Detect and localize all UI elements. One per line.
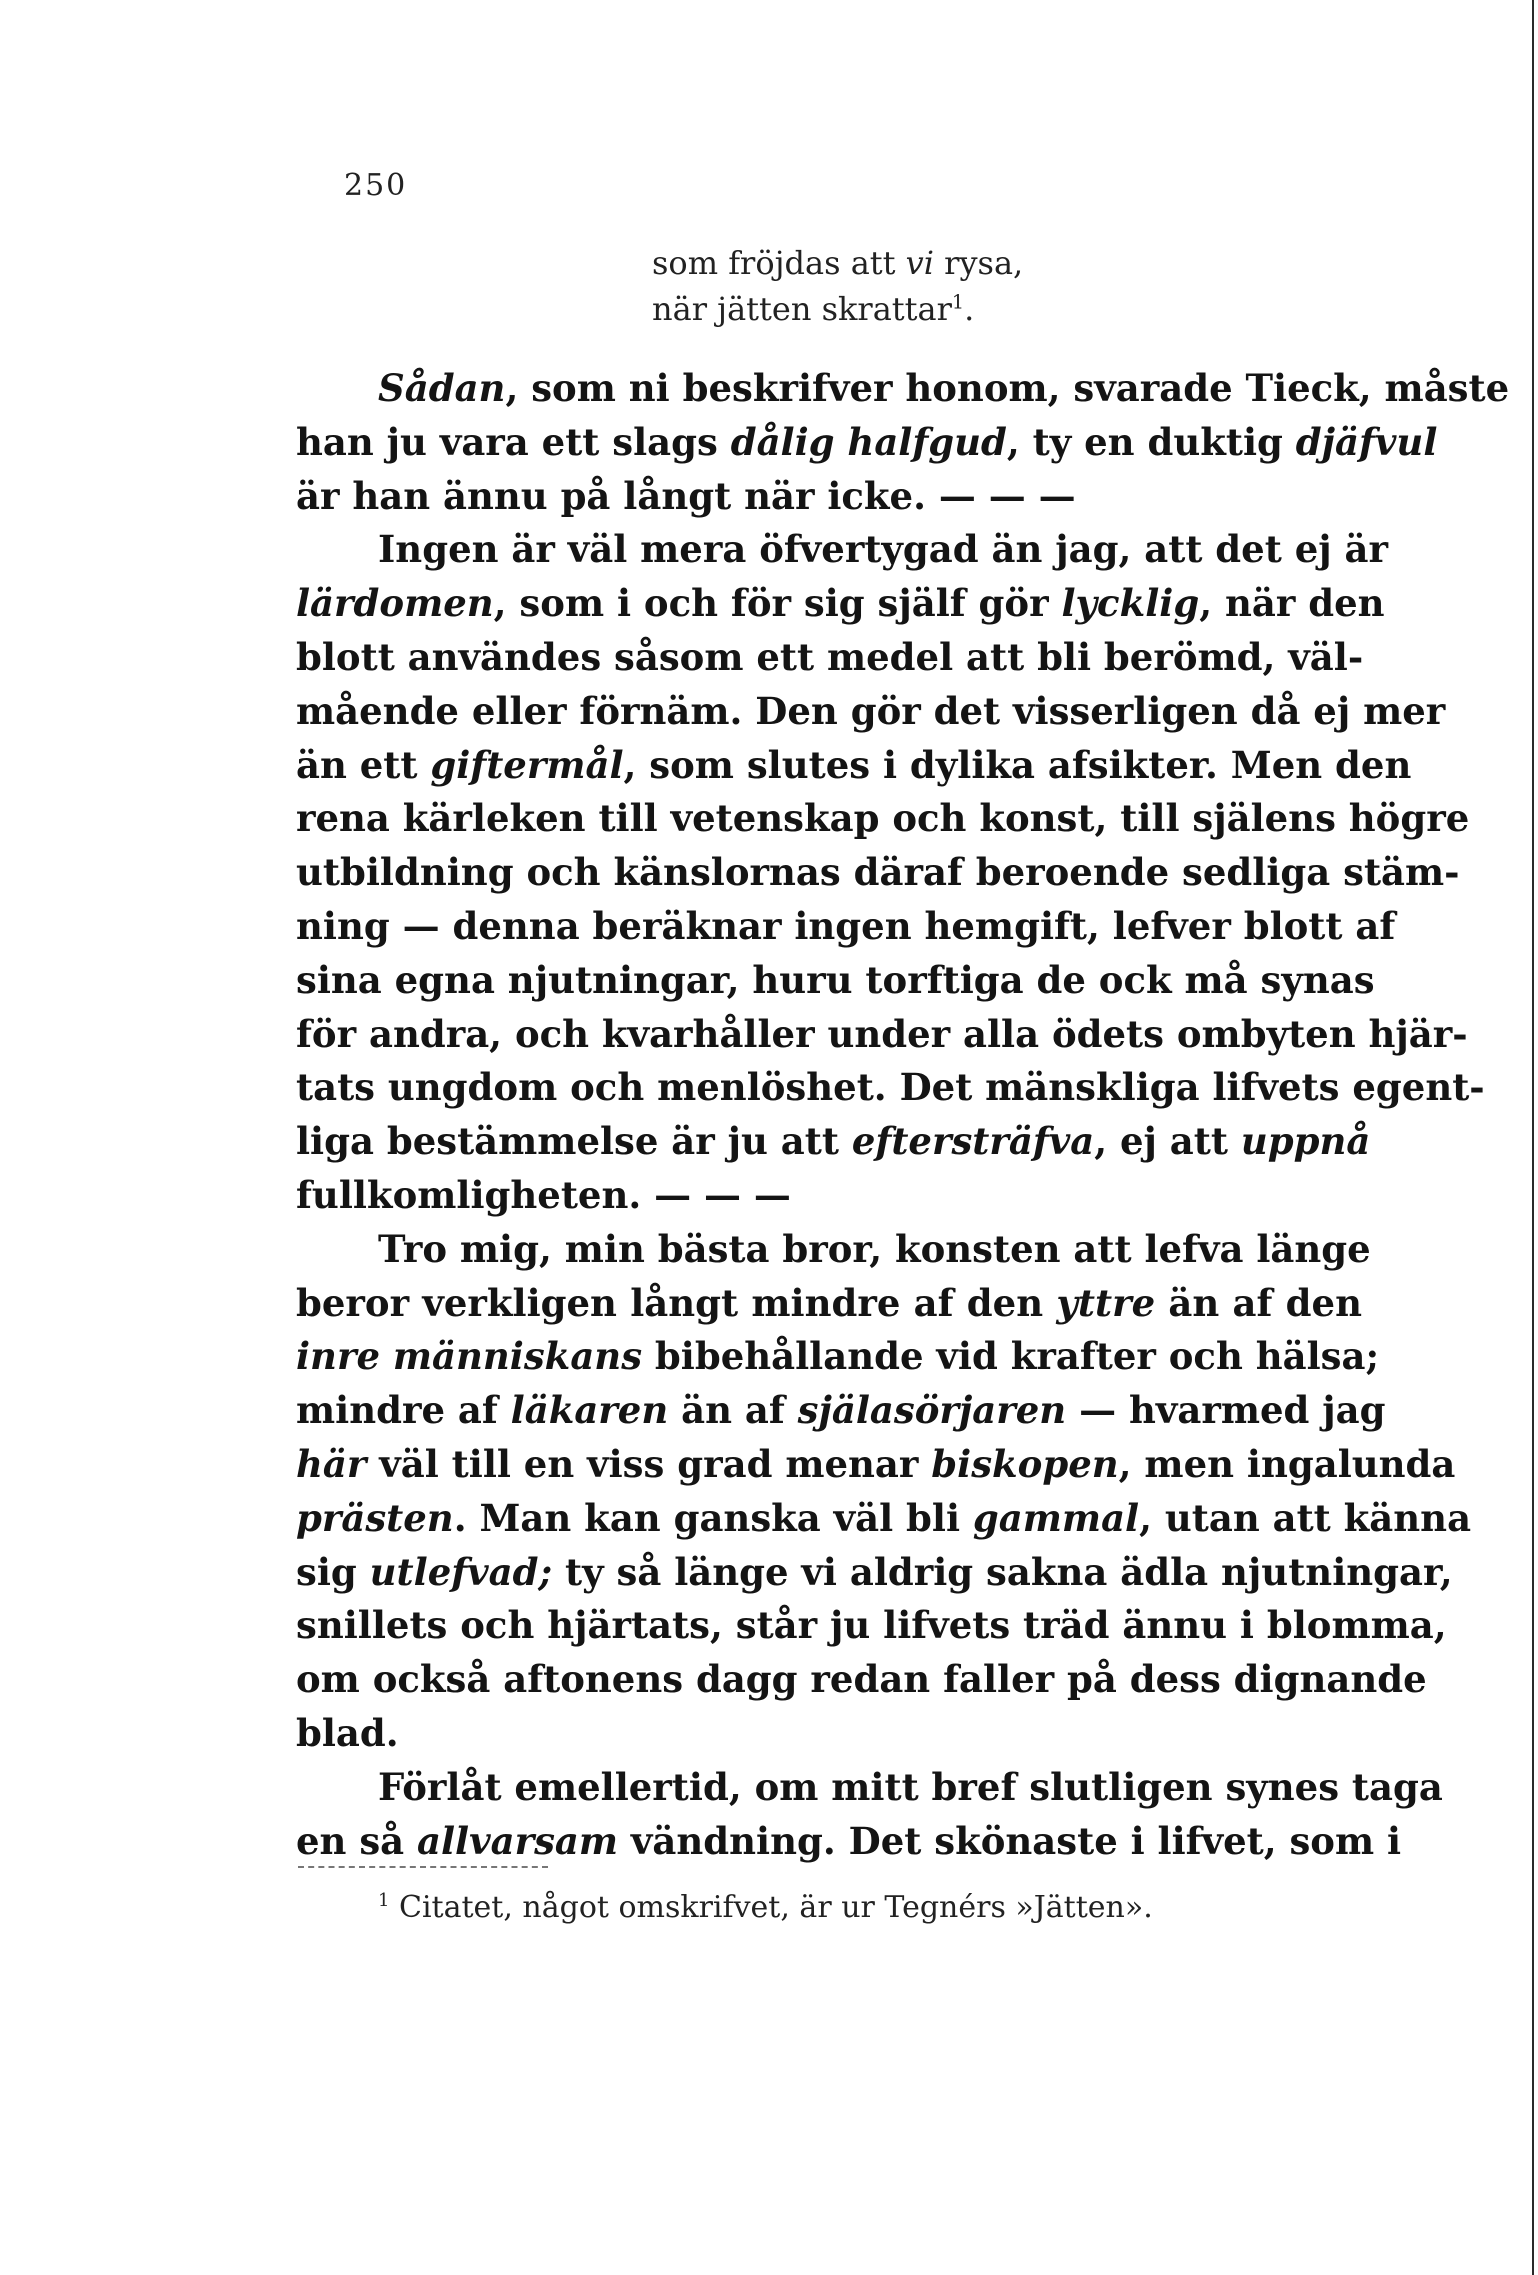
text-line: inre människans bibehållande vid krafter och hälsa; xyxy=(296,1334,1380,1379)
text-line: här väl till en viss grad menar biskopen, men ingalunda xyxy=(296,1441,1456,1486)
verse-quote xyxy=(652,240,1023,332)
text-line: snillets och hjärtats, står ju lifvets träd ännu i blomma, xyxy=(296,1603,1447,1648)
text-line: lärdomen, som i och för sig själf gör lycklig, när den xyxy=(296,581,1385,626)
footnote-ref: 1 xyxy=(951,290,965,314)
verse-line-1: som fröjdas att vi rysa, xyxy=(652,244,1024,282)
text-line: om också aftonens dagg redan faller på dess dignande xyxy=(296,1657,1427,1702)
text-line: mindre af läkaren än af själasörjaren — hvarmed jag xyxy=(296,1388,1386,1433)
page-edge xyxy=(1532,0,1534,2275)
footnote-text: Citatet, något omskrifvet, är ur Tegnérs »Jätten». xyxy=(389,1890,1153,1925)
footnote xyxy=(378,1890,1153,1925)
text-line: fullkomligheten. — — — xyxy=(296,1172,791,1217)
text-line: ning — denna beräknar ingen hemgift, lefver blott af xyxy=(296,903,1396,948)
text-line: utbildning och känslornas däraf beroende sedliga stäm- xyxy=(296,850,1460,895)
text-line: Förlåt emellertid, om mitt bref slutligen synes taga xyxy=(378,1764,1443,1809)
text-line: tats ungdom och menlöshet. Det mänskliga lifvets egent- xyxy=(296,1065,1485,1110)
footnote-marker: 1 xyxy=(378,1890,390,1911)
text-line: han ju vara ett slags dålig halfgud, ty en duktig djäfvul xyxy=(296,419,1438,464)
text-line: beror verkligen långt mindre af den yttre än af den xyxy=(296,1280,1362,1325)
text-line: Tro mig, min bästa bror, konsten att lefva länge xyxy=(378,1226,1371,1271)
text-line: liga bestämmelse är ju att eftersträfva, ej att uppnå xyxy=(296,1119,1371,1164)
page-number: 250 xyxy=(344,168,408,203)
text-line: blad. xyxy=(296,1710,399,1755)
text-line: Ingen är väl mera öfvertygad än jag, att det ej är xyxy=(378,527,1388,572)
text-line: rena kärleken till vetenskap och konst, till själens högre xyxy=(296,796,1470,841)
text-line: sig utlefvad; ty så länge vi aldrig sakna ädla njutningar, xyxy=(296,1549,1453,1594)
footnote-divider xyxy=(298,1866,548,1870)
text-line: blott användes såsom ett medel att bli berömd, väl- xyxy=(296,634,1364,679)
text-line: än ett giftermål, som slutes i dylika afsikter. Men den xyxy=(296,742,1412,787)
text-line: mående eller förnäm. Den gör det visserligen då ej mer xyxy=(296,688,1446,733)
verse-line-2: när jätten skrattar$^1$. xyxy=(652,290,975,328)
text-line: är han ännu på långt när icke. — — — xyxy=(296,473,1076,518)
text-line: sina egna njutningar, huru torftiga de ock må synas xyxy=(296,957,1375,1002)
body-text xyxy=(296,362,1510,1868)
text-line: Sådan, som ni beskrifver honom, svarade Tieck, måste xyxy=(378,366,1510,410)
text-line: en så allvarsam vändning. Det skönaste i lifvet, som i xyxy=(296,1818,1402,1863)
text-line: för andra, och kvarhåller under alla ödets ombyten hjär- xyxy=(296,1011,1468,1056)
text-line: prästen. Man kan ganska väl bli gammal, utan att känna xyxy=(296,1495,1472,1540)
